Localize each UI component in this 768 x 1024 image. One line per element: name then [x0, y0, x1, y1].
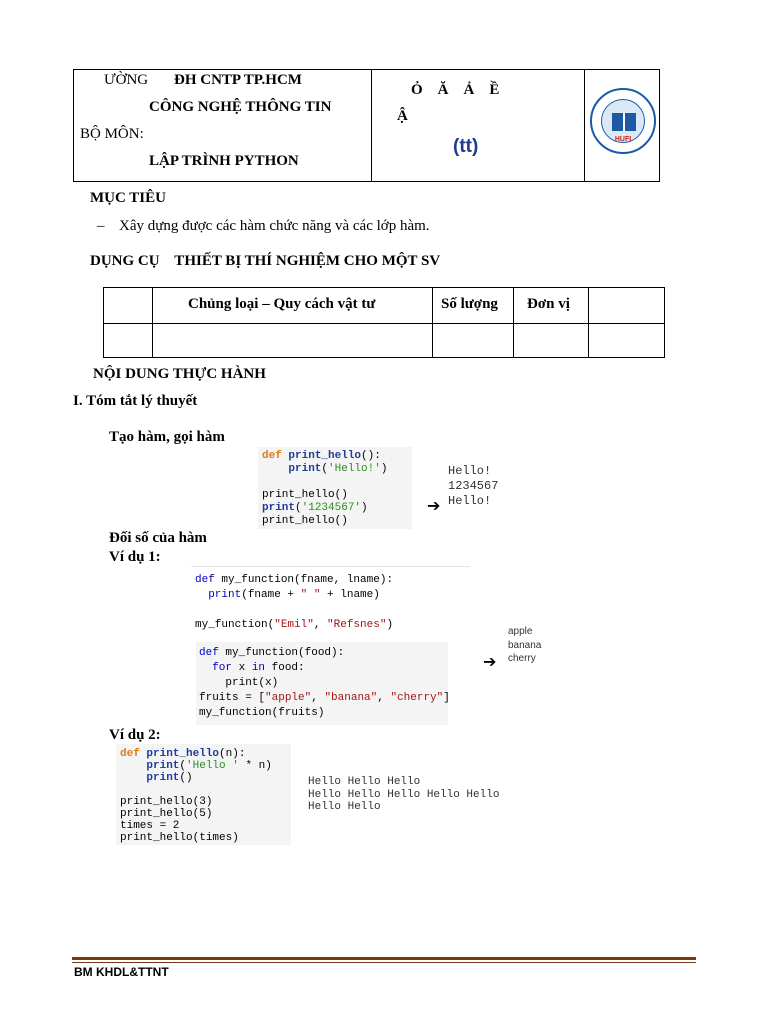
heading-vi-du-1: Ví dụ 1:	[109, 549, 161, 565]
heading-doi-so: Đối số của hàm	[109, 530, 207, 546]
footer-divider-thin	[72, 962, 696, 963]
footer-divider	[72, 957, 696, 960]
code-block-1: def print_hello(): print('Hello!') print_hello() print('1234567') print_hello()	[258, 447, 412, 529]
muc-tieu-item: Xây dựng được các hàm chức năng và các lớp hàm.	[119, 218, 430, 234]
footer-text: BM KHDL&TTNT	[74, 965, 169, 979]
output-block-4: Hello Hello Hello Hello Hello Hello Hello Hello Hello Hello	[308, 776, 500, 813]
logo-label: HUFI	[614, 136, 632, 143]
arrow-icon: ➔	[427, 496, 441, 515]
section-dung-cu: DỤNG CỤ THIẾT BỊ THÍ NGHIỆM CHO MỘT SV	[90, 253, 441, 269]
heading-vi-du-2: Ví dụ 2:	[109, 727, 161, 743]
title-chars: Ỏ Ă Ả Ề	[411, 82, 500, 98]
column-header-type: Chủng loại – Quy cách vật tư	[188, 296, 376, 312]
output-block-1: Hello! 1234567 Hello!	[448, 464, 499, 508]
header-cell-title	[371, 70, 585, 181]
output-block-3: apple banana cherry	[508, 626, 542, 664]
school-prefix: ƯỜNG	[104, 72, 149, 88]
arrow-icon: ➔	[483, 652, 497, 671]
code-block-4: def print_hello(n): print('Hello ' * n) print() print_hello(3) print_hello(5) times = 2 print_hello(times)	[116, 744, 291, 845]
column-header-unit: Đơn vị	[527, 296, 570, 312]
title-tt: (tt)	[453, 136, 479, 157]
dept-label: BỘ MÔN:	[80, 126, 144, 142]
bullet-dash: –	[97, 218, 105, 234]
header-table	[73, 69, 660, 182]
section-noi-dung: NỘI DUNG THỰC HÀNH	[93, 366, 266, 382]
faculty-name: CÔNG NGHỆ THÔNG TIN	[149, 99, 332, 115]
heading-tao-ham: Tạo hàm, gọi hàm	[109, 429, 225, 445]
subject-name: LẬP TRÌNH PYTHON	[149, 153, 299, 169]
equipment-table	[103, 287, 665, 358]
section-tom-tat: I. Tóm tắt lý thuyết	[73, 393, 198, 409]
hufi-logo-icon	[590, 88, 656, 154]
book-icon	[612, 113, 636, 131]
school-name: ĐH CNTP TP.HCM	[174, 72, 302, 88]
section-muc-tieu: MỤC TIÊU	[90, 190, 166, 206]
code-block-3: def my_function(food): for x in food: print(x) fruits = ["apple", "banana", "cherry"] my_function(fruits)	[196, 642, 448, 725]
column-header-quantity: Số lượng	[441, 296, 498, 312]
header-cell-logo	[584, 70, 659, 181]
title-chars-2: Ậ	[397, 108, 408, 124]
code-block-2: def my_function(fname, lname): print(fname + " " + lname) my_function("Emil", "Refsnes")	[191, 566, 470, 639]
header-cell-school	[74, 70, 372, 181]
